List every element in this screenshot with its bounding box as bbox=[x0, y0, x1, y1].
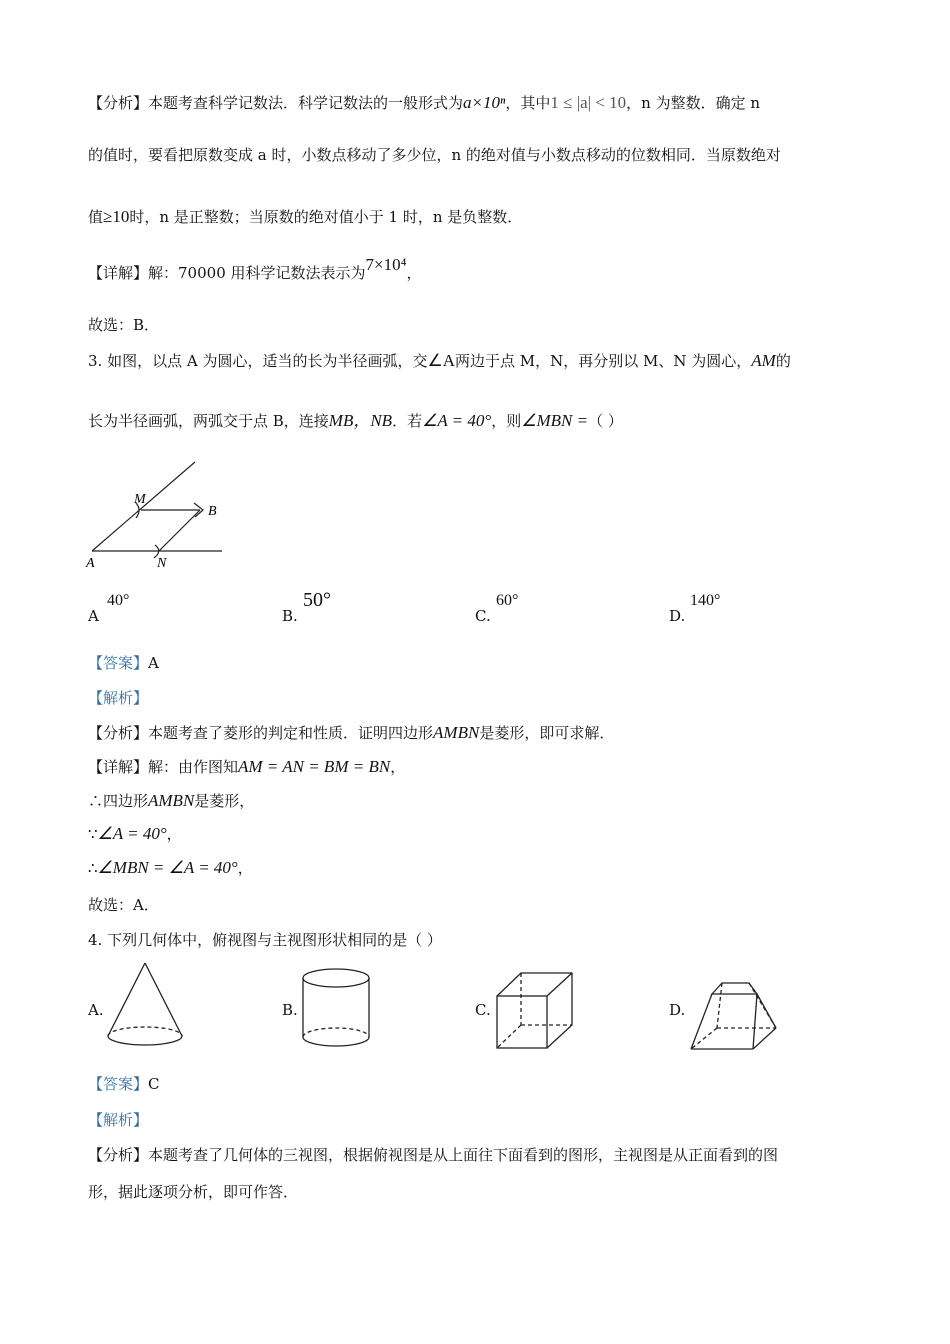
q3-answer bbox=[88, 652, 159, 674]
question-4-stem: 4. 下列几何体中，俯视图与主视图形状相同的是（ ） bbox=[88, 931, 442, 949]
q4-option-d-label: D. bbox=[669, 1001, 686, 1019]
q3-option-c-label: C. bbox=[475, 607, 491, 625]
answer-tag: 【答案】 bbox=[88, 1075, 149, 1093]
text: ∴ bbox=[88, 859, 98, 877]
q4-fenxi-line-2: 形，据此逐项分析，即可作答． bbox=[88, 1183, 299, 1201]
text: （ ） bbox=[588, 412, 623, 430]
text: 长为半径画弧，两弧交于点 B，连接 bbox=[88, 412, 329, 430]
q3-option-b-value: 50° bbox=[303, 589, 331, 611]
text: 本题考查了几何体的三视图，根据俯视图是从上面往下面看到的图形，主视图是从正面看到的图 bbox=[148, 1146, 779, 1164]
q3-fenxi bbox=[88, 722, 614, 744]
math-angle-mbn: ∠MBN = bbox=[521, 411, 589, 430]
analysis-tag: 【分析】 bbox=[88, 1146, 149, 1164]
math-am: AM bbox=[751, 351, 776, 370]
question-3-line-1 bbox=[88, 350, 791, 372]
math-mb-nb: MB，NB bbox=[328, 411, 393, 430]
text: 是菱形，即可求解． bbox=[479, 724, 615, 742]
label-n: N bbox=[157, 556, 167, 571]
text: 值 bbox=[88, 208, 104, 226]
segment-nb bbox=[159, 510, 200, 551]
text: 本题考查了菱形的判定和性质．证明四边形 bbox=[148, 724, 434, 742]
q4-fenxi-line-1 bbox=[88, 1144, 778, 1166]
detail-tag: 【详解】 bbox=[88, 758, 149, 776]
q3-analysis-tag: 【解析】 bbox=[88, 689, 149, 707]
q3-step-2: ∵∠A = 40°， bbox=[88, 824, 182, 843]
q4-answer bbox=[88, 1073, 160, 1095]
text: ∴四边形 bbox=[88, 792, 149, 810]
text: 两边于点 M，N，再分别以 M、N 为圆心， bbox=[454, 352, 752, 370]
choose-b: 故选：B． bbox=[88, 316, 160, 334]
math-angle-mbn-40: ∠MBN = ∠A = 40° bbox=[97, 858, 238, 877]
frustum-icon bbox=[691, 983, 776, 1049]
math-ge-10: ≥10 bbox=[103, 207, 130, 226]
q4-option-b-label: B. bbox=[282, 1001, 298, 1019]
text: ，则 bbox=[491, 412, 522, 430]
arc-m bbox=[136, 503, 139, 518]
text: 解：由作图知 bbox=[148, 758, 239, 776]
math-ambn: AMBN bbox=[433, 723, 480, 742]
label-a: A bbox=[86, 556, 95, 571]
text: ，其中 bbox=[505, 94, 551, 112]
math-ambn: AMBN bbox=[148, 791, 195, 810]
math-equal-sides: AM = AN = BM = BN bbox=[238, 757, 391, 776]
label-m: M bbox=[134, 492, 146, 507]
arc-b bbox=[194, 503, 203, 517]
q4-analysis-tag: 【解析】 bbox=[88, 1111, 149, 1129]
cube-icon bbox=[497, 973, 572, 1048]
text: ，n 为整数．确定 n bbox=[626, 94, 761, 112]
analysis-paragraph-3 bbox=[88, 206, 522, 228]
analysis-paragraph-2: 的值时，要看把原数变成 a 时，小数点移动了多少位，n 的绝对值与小数点移动的位数相同．当原数绝对 bbox=[88, 146, 781, 164]
answer-tag: 【答案】 bbox=[88, 654, 149, 672]
math-angle-a: ∠A bbox=[427, 351, 455, 370]
text: ， bbox=[406, 264, 422, 282]
text: ．若 bbox=[392, 412, 423, 430]
math-range: 1 ≤ |a| < 10 bbox=[550, 93, 627, 112]
q3-option-d-label: D. bbox=[669, 607, 686, 625]
text: 3. 如图，以点 A 为圆心，适当的长为半径画弧，交 bbox=[88, 352, 428, 370]
arc-n bbox=[154, 545, 159, 558]
q3-step-1 bbox=[88, 790, 254, 812]
ray-am bbox=[92, 462, 195, 551]
text: 解：70000 用科学记数法表示为 bbox=[148, 264, 366, 282]
text: ∵ bbox=[88, 825, 98, 843]
cylinder-icon bbox=[303, 969, 369, 1046]
q3-option-d-value: 140° bbox=[690, 592, 721, 609]
question-3-line-2 bbox=[88, 410, 623, 432]
analysis-tag: 【分析】 bbox=[88, 94, 149, 112]
text: 的 bbox=[775, 352, 791, 370]
q3-option-c-value: 60° bbox=[496, 592, 519, 609]
text: 是菱形， bbox=[194, 792, 255, 810]
cone-icon bbox=[108, 963, 182, 1045]
detail-paragraph bbox=[88, 255, 422, 284]
math-angle-a-40: ∠A = 40° bbox=[97, 824, 167, 843]
label-b: B bbox=[208, 504, 217, 519]
math-angle-a-40: ∠A = 40° bbox=[422, 411, 492, 430]
detail-tag: 【详解】 bbox=[88, 264, 149, 282]
text: 时，n 是正整数；当原数的绝对值小于 1 时，n 是负整数． bbox=[129, 208, 523, 226]
analysis-tag: 【分析】 bbox=[88, 724, 149, 742]
q3-option-a-value: 40° bbox=[107, 592, 130, 609]
math-sci-notation: a×10ⁿ bbox=[463, 93, 506, 112]
q4-option-c-label: C. bbox=[475, 1001, 491, 1019]
q3-option-b-label: B. bbox=[282, 607, 298, 625]
text: 本题考查科学记数法．科学记数法的一般形式为 bbox=[148, 94, 464, 112]
answer-value: A bbox=[148, 654, 159, 672]
q3-choose: 故选：A． bbox=[88, 896, 159, 914]
q3-option-a-label: A bbox=[88, 607, 99, 625]
math-7e4: 7×10⁴ bbox=[365, 255, 407, 274]
analysis-paragraph-1 bbox=[88, 92, 760, 114]
q3-xiangjie: 【详解】解：由作图知AM = AN = BM = BN， bbox=[88, 757, 406, 776]
q4-option-a-label: A. bbox=[88, 1001, 104, 1019]
answer-value: C bbox=[148, 1075, 160, 1093]
q3-step-3: ∴∠MBN = ∠A = 40°， bbox=[88, 858, 253, 877]
